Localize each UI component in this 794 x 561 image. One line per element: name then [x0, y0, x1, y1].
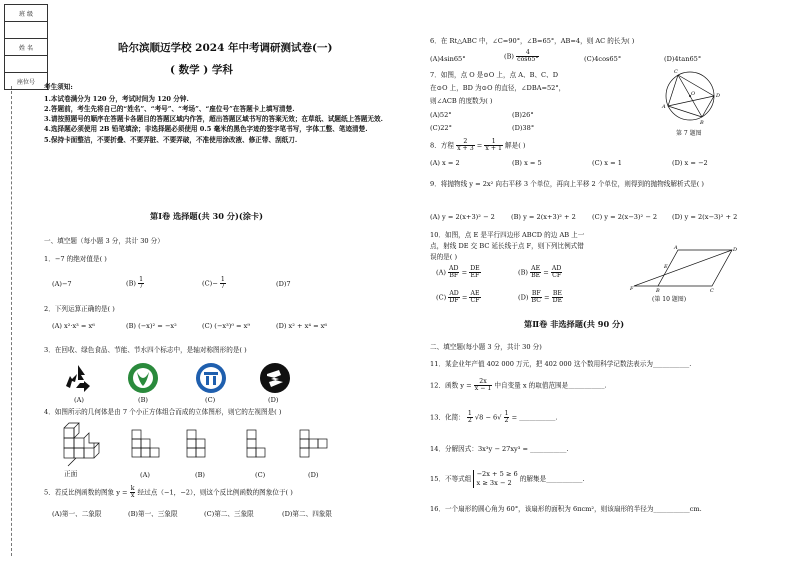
- q15-post: 的解集是___________.: [519, 475, 585, 483]
- part1-heading: 第Ⅰ卷 选择题(共 30 分)(涂卡): [150, 211, 263, 221]
- recycle-icon[interactable]: [62, 362, 94, 394]
- q7-label-d: D: [716, 93, 721, 99]
- energy-saving-icon[interactable]: [195, 362, 227, 394]
- q8-n1: 2: [456, 139, 475, 146]
- q10-a-label: (A): [436, 268, 446, 277]
- q1-option-c-label: (C)−: [202, 279, 218, 288]
- exam-title: 哈尔滨顺迈学校 2024 年中考调研测试卷(一): [118, 42, 333, 54]
- q4-stem: 4．如图所示的几何体是由 7 个小正方体组合而成的立体图形，则它的左视图是( ): [44, 408, 282, 416]
- q1-option-c[interactable]: [202, 277, 226, 290]
- notice-item: 4.选择题必须使用 2B 铅笔填涂；非选择题必须使用 0.5 毫米的黑色字迹的签字笔书写，字体工整、笔迹清楚.: [44, 125, 368, 134]
- seat-label: 座位号: [16, 78, 35, 86]
- q11: 11．某企业年产值 402 000 万元，把 402 000 这个数用科学记数法表示为___________.: [430, 360, 692, 368]
- q10-a-n1: AD: [449, 265, 459, 272]
- q10-label-e: E: [664, 264, 668, 270]
- q4-option-d-figure[interactable]: [298, 428, 328, 458]
- q10-label-d: D: [733, 247, 738, 253]
- q10-a-n2: DE: [470, 265, 480, 272]
- q15-line1: −2x + 5 ≥ 6: [476, 470, 518, 478]
- part2-heading: 第Ⅱ卷 非选择题(共 90 分): [524, 319, 625, 329]
- notice-item: 2.答题前，考生先将自己的“姓名”、“考号”、“考场”、“座位号”在答题卡上填写清楚.: [44, 104, 295, 113]
- q9-stem: 9．将抛物线 y = 2x² 向右平移 3 个单位，再向上平移 2 个单位，则得到的抛物线解析式是( ): [430, 180, 704, 188]
- q15-pre: 15．不等式组: [430, 475, 472, 483]
- q4-option-b[interactable]: (B): [195, 471, 205, 479]
- q5-stem-post: 经过点（−1，−2），则这个反比例函数的图象位于( ): [137, 488, 293, 497]
- q4-option-a-figure[interactable]: [130, 428, 160, 458]
- q8-option-a[interactable]: (A) x = 2: [430, 159, 460, 167]
- q12: [430, 379, 607, 392]
- q4-option-a[interactable]: (A): [140, 471, 150, 479]
- q7-caption: 第 7 题图: [676, 130, 702, 137]
- q10-d-n2: BE: [552, 290, 562, 297]
- class-field[interactable]: [5, 22, 47, 39]
- q8-option-c[interactable]: (C) x = 1: [592, 159, 622, 167]
- q5-num: k: [130, 485, 135, 492]
- notice-item: 3.请按照题号的顺序在答题卡各题目的答题区域内作答，超出答题区域书写的答案无效；在草纸、试题纸上答题无效.: [44, 115, 383, 124]
- q8-post: 解是( ): [505, 141, 526, 150]
- q1-option-b-label: (B): [126, 279, 136, 288]
- q10-caption: (第 10 题图): [652, 296, 687, 303]
- q7-option-d[interactable]: (D)38°: [512, 124, 535, 132]
- q5-stem-pre: 5．若反比例函数的图象 y =: [44, 488, 128, 497]
- q8-stem: [430, 139, 525, 152]
- section2-heading: 二、填空题(每小题 3 分，共计 30 分): [430, 343, 542, 351]
- q8-eq: =: [476, 141, 483, 150]
- q10-c-d1: DF: [449, 297, 459, 305]
- name-label: 姓 名: [5, 39, 47, 56]
- q4-option-b-figure[interactable]: [185, 428, 215, 458]
- notice-item: 1.本试卷满分为 120 分，考试时间为 120 分钟.: [44, 94, 189, 103]
- binding-line: [11, 86, 12, 556]
- q7-stem-line3: 则∠ACB 的度数为( ): [430, 97, 493, 105]
- q3-option-b[interactable]: (B): [138, 396, 148, 404]
- notice-block: [44, 84, 414, 145]
- q3-option-d[interactable]: (D): [268, 396, 279, 404]
- q2-option-c[interactable]: (C) (−x³)⁰ = x⁹: [202, 322, 251, 330]
- q10-stem-line3: 误的是( ): [430, 253, 458, 261]
- exam-subject: ( 数学 ) 学科: [170, 64, 233, 76]
- q6-option-b-label: (B): [504, 52, 514, 61]
- q16: 16．一个扇形的圆心角为 60°，该扇形的面积为 6πcm²，则该扇形的半径为___________cm.: [430, 505, 702, 513]
- q4-option-c[interactable]: (C): [255, 471, 266, 479]
- q10-label-b: B: [656, 288, 660, 294]
- q6-option-c[interactable]: (C)4cos65°: [584, 55, 622, 63]
- q10-parallelogram-figure: [630, 244, 740, 292]
- q7-stem-line2: 在⊙O 上，BD 为⊙O 的直径，∠DBA=52°，: [430, 84, 566, 92]
- q5-stem: [44, 486, 293, 499]
- q7-label-b: B: [700, 120, 704, 126]
- q10-d-d2: DE: [552, 297, 563, 305]
- q6-stem: 6．在 Rt△ABC 中，∠C=90°，∠B=65°，AB=4，则 AC 的长为( ): [430, 37, 635, 45]
- q10-d-n1: BF: [531, 290, 541, 297]
- green-food-icon[interactable]: [127, 362, 159, 394]
- q8-pre: 8．方程: [430, 141, 454, 150]
- q10-d-d1: BC: [531, 297, 541, 305]
- q4-front-label: 正面: [64, 470, 78, 478]
- q10-stem-line1: 10．如图，点 E 是平行四边形 ABCD 的边 AB 上一: [430, 231, 585, 239]
- q10-b-n2: AD: [551, 265, 562, 272]
- q10-a-d2: EF: [470, 272, 480, 280]
- q8-n2: 1: [484, 139, 503, 146]
- q10-stem-line2: 点，射线 DE 交 BC 延长线于点 F，则下列比例式错: [430, 242, 584, 250]
- q1-option-d[interactable]: (D)7: [276, 280, 291, 288]
- q1-b-num: 1: [139, 276, 144, 283]
- q6-option-d[interactable]: (D)4tan65°: [664, 55, 702, 63]
- q10-option-a[interactable]: (A) $\frac{AD}{BF}$ = $\frac{DE}{EF}$: [436, 265, 480, 280]
- q5-option-d[interactable]: (D)第二、四象限: [282, 510, 332, 518]
- q6-option-b[interactable]: [504, 50, 539, 63]
- q1-b-den: 7: [139, 283, 144, 291]
- q3-option-a[interactable]: (A): [74, 396, 84, 404]
- q13-body: √8 − 6√: [474, 413, 502, 422]
- q5-option-c[interactable]: (C)第二、三象限: [204, 510, 254, 518]
- q13: 13．化简： $\frac{1}{2}$ √8 − 6√ $\frac{1}{2}$ = ___________.: [430, 410, 558, 425]
- q10-label-a: A: [674, 245, 678, 251]
- q10-b-label: (B): [518, 268, 528, 277]
- q10-b-n1: AE: [531, 265, 541, 272]
- q5-den: x: [130, 492, 135, 500]
- q15: [430, 470, 585, 488]
- q1-option-b[interactable]: [126, 277, 144, 290]
- q10-b-d2: CF: [552, 272, 562, 280]
- q4-option-d[interactable]: (D): [308, 471, 319, 479]
- q7-option-c[interactable]: (C)22°: [430, 124, 452, 132]
- q2-stem: 2．下列运算正确的是( ): [44, 305, 115, 313]
- q10-c-label: (C): [436, 293, 447, 302]
- q9-option-c[interactable]: (C) y = 2(x−3)² − 2: [592, 213, 658, 221]
- class-label: 班 级: [5, 5, 47, 22]
- q1-stem: 1．−7 的绝对值是( ): [44, 255, 107, 263]
- section1-heading: 一、填空题（每小题 3 分，共计 30 分）: [44, 237, 164, 245]
- q10-c-d2: CF: [470, 297, 480, 305]
- q7-circle-figure: [660, 66, 720, 126]
- q2-option-b[interactable]: (B) (−x)² = −x²: [126, 322, 177, 330]
- q9-option-b[interactable]: (B) y = 2(x+3)² + 2: [511, 213, 576, 221]
- q8-option-b[interactable]: (B) x = 5: [512, 159, 542, 167]
- q10-label-f: F: [630, 286, 634, 292]
- q4-option-c-figure[interactable]: [245, 428, 275, 458]
- q10-label-c: C: [710, 288, 714, 294]
- q8-d2: x + 1: [485, 145, 502, 153]
- q7-stem-line1: 7．如图，点 O 是⊙O 上，点 A、B、C、D: [430, 71, 558, 79]
- q7-option-b[interactable]: (B)26°: [512, 111, 534, 119]
- q13-pre: 13．化简：: [430, 413, 465, 422]
- notice-heading: 考生须知:: [44, 83, 73, 91]
- notice-item: 5.保持卡面整洁，不要折叠、不要弄脏、不要弄破，不准使用涂改液、修正带、刮纸刀.: [44, 135, 298, 144]
- q1-c-num: 1: [220, 276, 225, 283]
- q6-b-den: cos65°: [517, 56, 539, 64]
- q2-option-d[interactable]: (D) x² + x⁴ = x⁶: [276, 322, 328, 330]
- q14: 14．分解因式：3x³y − 27xy³ = ___________.: [430, 445, 569, 453]
- q10-option-d[interactable]: (D) $\frac{BF}{BC}$ = $\frac{BE}{DE}$: [518, 290, 563, 305]
- q3-stem: 3．在回收、绿色食品、节能、节水四个标志中，是轴对称图形的是( ): [44, 346, 247, 354]
- q7-label-c: C: [674, 69, 678, 75]
- q2-option-a[interactable]: (A) x²·x³ = x⁶: [52, 322, 95, 330]
- student-info-table: [4, 4, 48, 90]
- q8-option-d[interactable]: (D) x = −2: [672, 159, 708, 167]
- q1-option-a[interactable]: (A)−7: [52, 280, 72, 288]
- q9-option-a[interactable]: (A) y = 2(x+3)² − 2: [430, 213, 495, 221]
- q10-option-c[interactable]: (C) $\frac{AD}{DF}$ = $\frac{AE}{CF}$: [436, 290, 480, 305]
- q10-a-d1: BF: [449, 272, 459, 280]
- q10-d-label: (D): [518, 293, 529, 302]
- q7-option-a[interactable]: (A)52°: [430, 111, 452, 119]
- q10-b-d1: BE: [531, 272, 541, 280]
- q6-option-a[interactable]: (A)4sin65°: [430, 55, 466, 63]
- q10-c-n1: AD: [449, 290, 459, 297]
- q4-solid-figure: [62, 422, 102, 470]
- q6-b-num: 4: [516, 50, 539, 57]
- q10-c-n2: AE: [470, 290, 480, 297]
- q10-option-b[interactable]: (B) $\frac{AE}{BE}$ = $\frac{AD}{CF}$: [518, 265, 562, 280]
- q3-option-c[interactable]: (C): [205, 396, 216, 404]
- q7-label-o: O: [691, 91, 696, 97]
- q7-label-a: A: [662, 104, 666, 110]
- q9-option-d[interactable]: (D) y = 2(x−3)² + 2: [672, 213, 738, 221]
- q12-post: 中自变量 x 的取值范围是___________.: [494, 381, 607, 390]
- q15-line2: x ≥ 3x − 2: [476, 479, 512, 487]
- name-field[interactable]: [5, 56, 47, 73]
- q13-post: = ___________.: [511, 413, 558, 422]
- q5-option-a[interactable]: (A)第一、二象限: [52, 510, 102, 518]
- q12-num: 2x: [474, 379, 493, 386]
- q8-d1: x + 3: [457, 145, 474, 153]
- q12-den: x − 1: [474, 385, 492, 393]
- water-saving-icon[interactable]: [259, 362, 291, 394]
- q12-pre: 12．函数 y =: [430, 381, 472, 390]
- q5-option-b[interactable]: (B)第一、三象限: [128, 510, 178, 518]
- q1-c-den: 7: [220, 283, 225, 291]
